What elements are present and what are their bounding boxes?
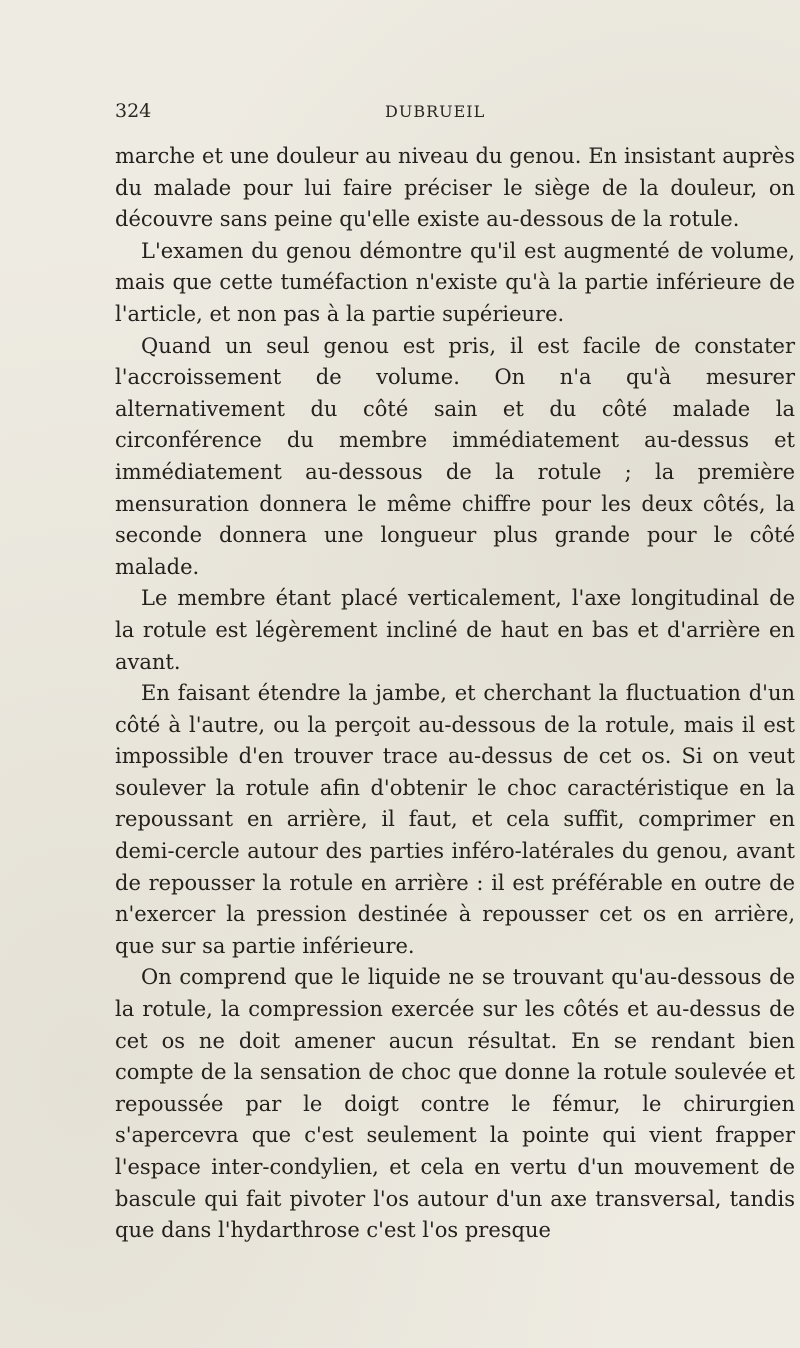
- body-text: [115, 141, 795, 1247]
- running-head: DUBRUEIL: [385, 102, 486, 121]
- paragraph: Le membre étant placé verticalement, l'axe longitudinal de la rotule est légèrement incliné de haut en bas et d'arrière en avant.: [115, 586, 795, 674]
- page-number: 324: [115, 100, 152, 122]
- paragraph: On comprend que le liquide ne se trouvant qu'au-dessous de la rotule, la compression exercée sur les côtés et au-dessus de cet os ne doit amener aucun résultat. En se rendant bien compte de la sensation de choc que donne la rotule soulevée et repoussée par le doigt contre le fémur, le chirurgien s'apercevra que c'est seulement la pointe qui vient frapper l'espace inter-condylien, et cela en vertu d'un mouvement de bascule qui fait pivoter l'os autour d'un axe transversal, tandis que dans l'hydarthrose c'est l'os presque: [115, 965, 795, 1243]
- paragraph: Quand un seul genou est pris, il est facile de constater l'accroissement de volume. On n'a qu'à mesurer alternativement du côté sain et du côté malade la circonférence du membre immédiatement au-dessus et immédiatement au-dessous de la rotule ; la première mensuration donnera le même chiffre pour les deux côtés, la seconde donnera une longueur plus grande pour le côté malade.: [115, 333, 795, 579]
- paragraph: En faisant étendre la jambe, et cherchant la fluctuation d'un côté à l'autre, ou la perçoit au-dessous de la rotule, mais il est impossible d'en trouver trace au-dessus de cet os. Si on veut soulever la rotule afin d'obtenir le choc caractéristique en la repoussant en arrière, il faut, et cela suffit, comprimer en demi-cercle autour des parties inféro-latérales du genou, avant de repousser la rotule en arrière : il est préférable en outre de n'exercer la pression destinée à repousser cet os en arrière, que sur sa partie inférieure.: [115, 681, 795, 958]
- paragraph: L'examen du genou démontre qu'il est augmenté de volume, mais que cette tuméfaction n'existe qu'à la partie inférieure de l'article, et non pas à la partie supérieure.: [115, 238, 795, 326]
- paragraph: marche et une douleur au niveau du genou. En insistant auprès du malade pour lui faire préciser le siège de la douleur, on découvre sans peine qu'elle existe au-dessous de la rotule.: [115, 144, 795, 232]
- page-header: [115, 100, 795, 130]
